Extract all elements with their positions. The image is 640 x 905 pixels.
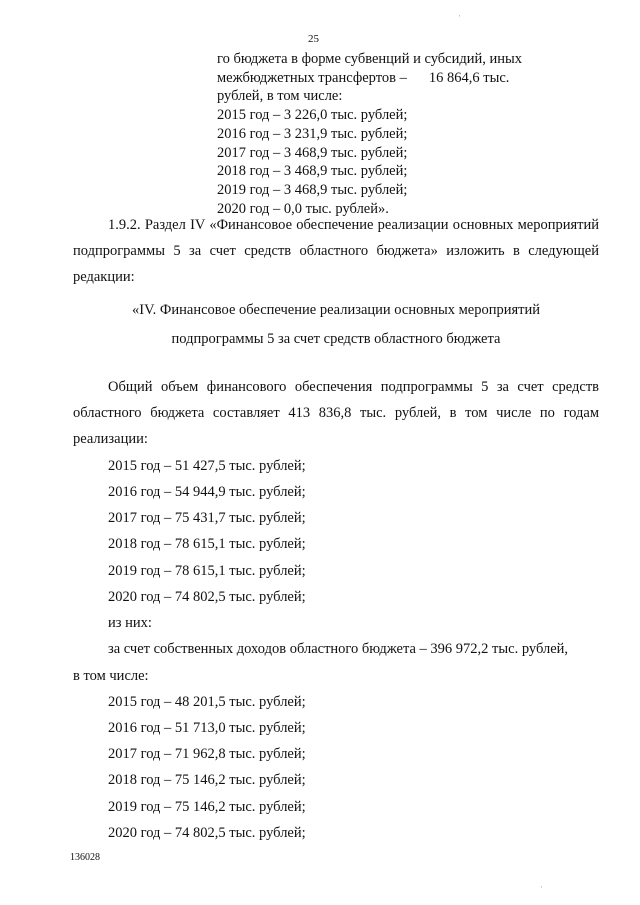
year-line: 2017 год – 3 468,9 тыс. рублей;	[217, 144, 408, 161]
scan-speck: ˈ	[540, 885, 543, 894]
footer-code: 136028	[70, 852, 100, 863]
heading-line: «IV. Финансовое обеспечение реализации основных мероприятий	[131, 302, 540, 318]
year-line: 2015 год – 3 226,0 тыс. рублей;	[217, 107, 408, 124]
own-income-line: за счет собственных доходов областного бюджета – 396 972,2 тыс. рублей,	[108, 641, 569, 657]
year-line: 2017 год – 71 962,8 тыс. рублей;	[108, 746, 306, 762]
paragraph-amendment: 1.9.2. Раздел IV «Финансовое обеспечение реализации основных мероприятий подпрограммы 5 за счет средств областного бюджета» изложить в следующей редакции:	[73, 217, 599, 285]
year-line: 2015 год – 51 427,5 тыс. рублей;	[108, 458, 306, 474]
section-heading	[73, 296, 599, 354]
year-line: 2020 год – 74 802,5 тыс. рублей;	[108, 825, 306, 841]
year-line: 2020 год – 74 802,5 тыс. рублей;	[108, 589, 306, 605]
text-line: го бюджета в форме субвенций и субсидий, иных	[217, 51, 522, 67]
year-line: 2019 год – 78 615,1 тыс. рублей;	[108, 563, 306, 579]
text-line: рублей, в том числе:	[217, 88, 343, 105]
year-line: 2018 год – 75 146,2 тыс. рублей;	[108, 772, 306, 788]
text-label: межбюджетных трансфертов –	[217, 69, 407, 86]
year-line: 2018 год – 3 468,9 тыс. рублей;	[217, 163, 408, 180]
year-line: 2018 год – 78 615,1 тыс. рублей;	[108, 536, 306, 552]
scan-speck: ˈ	[458, 14, 461, 23]
year-line: 2016 год – 51 713,0 тыс. рублей;	[108, 720, 306, 736]
heading-line: подпрограммы 5 за счет средств областного бюджета	[171, 331, 501, 347]
own-income-line: в том числе:	[73, 668, 149, 684]
year-line: 2019 год – 3 468,9 тыс. рублей;	[217, 181, 408, 198]
page-number: 25	[308, 33, 319, 45]
year-line: 2017 год – 75 431,7 тыс. рублей;	[108, 510, 306, 526]
of-them-label: из них:	[108, 615, 152, 631]
continued-text-block	[217, 50, 522, 218]
year-line: 2015 год – 48 201,5 тыс. рублей;	[108, 694, 306, 710]
year-line: 2019 год – 75 146,2 тыс. рублей;	[108, 799, 306, 815]
year-line: 2016 год – 3 231,9 тыс. рублей;	[217, 125, 408, 142]
year-line: 2016 год – 54 944,9 тыс. рублей;	[108, 484, 306, 500]
paragraph-total-funding: Общий объем финансового обеспечения подпрограммы 5 за счет средств областного бюджета составляет 413 836,8 тыс. рублей, в том числе по годам реализации:	[73, 379, 599, 447]
year-line: 2020 год – 0,0 тыс. рублей».	[217, 200, 389, 217]
text-value: 16 864,6 тыс.	[428, 69, 510, 86]
text-line	[217, 69, 522, 88]
